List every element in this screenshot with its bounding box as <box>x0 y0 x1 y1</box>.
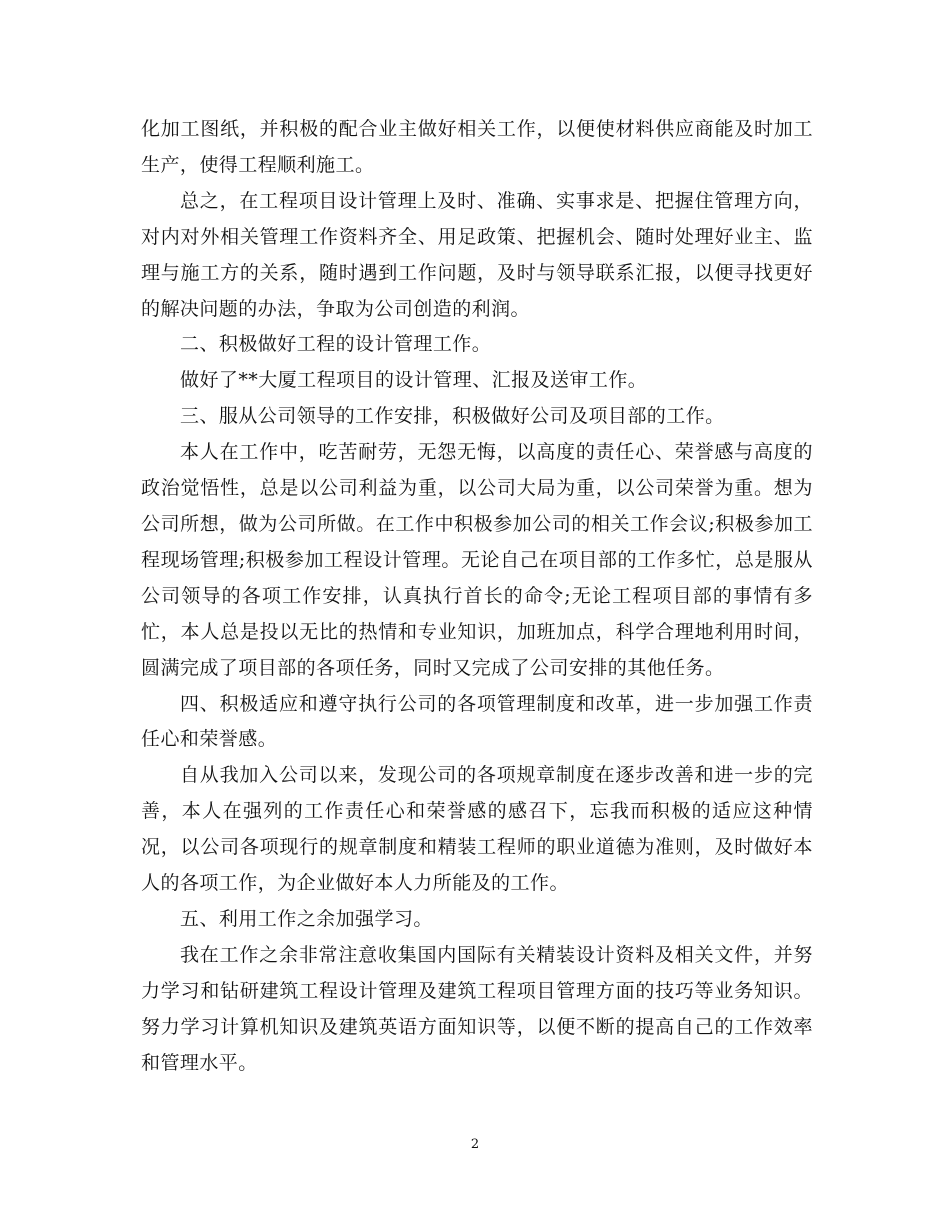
section-heading-3: 三、服从公司领导的工作安排，积极做好公司及项目部的工作。 <box>180 405 725 428</box>
paragraph-6: 我在工作之余非常注意收集国内国际有关精装设计资料及相关文件，并努力学习和钻研建筑工程设计管理及建筑工程项目管理方面的技巧等业务知识。努力学习计算机知识及建筑英语方面知识等，以便不断的提高自己的工作效率和管理水平。 <box>141 943 813 1074</box>
paragraph-4: 本人在工作中，吃苦耐劳，无怨无悔，以高度的责任心、荣誉感与高度的政治觉悟性，总是以公司利益为重，以公司大局为重，以公司荣誉为重。想为公司所想，做为公司所做。在工作中积极参加公司的相关工作会议;积极参加工程现场管理;积极参加工程设计管理。无论自己在项目部的工作多忙，总是服从公司领导的各项工作安排，认真执行首长的命令;无论工程项目部的事情有多忙，本人总是投以无比的热情和专业知识，加班加点，科学合理地利用时间，圆满完成了项目部的各项任务，同时又完成了公司安排的其他任务。 <box>141 441 813 679</box>
page-number: 2 <box>470 1137 480 1152</box>
section-heading-4: 四、积极适应和遵守执行公司的各项管理制度和改革，进一步加强工作责任心和荣誉感。 <box>141 692 813 751</box>
paragraph-3: 做好了**大厦工程项目的设计管理、汇报及送审工作。 <box>180 369 648 392</box>
section-heading-5: 五、利用工作之余加强学习。 <box>180 907 433 930</box>
section-heading-2: 二、积极做好工程的设计管理工作。 <box>180 333 492 356</box>
paragraph-2: 总之，在工程项目设计管理上及时、准确、实事求是、把握住管理方向，对内对外相关管理工作资料齐全、用足政策、把握机会、随时处理好业主、监理与施工方的关系，随时遇到工作问题，及时与领导联系汇报，以便寻找更好的解决问题的办法，争取为公司创造的利润。 <box>141 189 813 320</box>
paragraph-1: 化加工图纸，并积极的配合业主做好相关工作，以便使材料供应商能及时加工生产，使得工程顺利施工。 <box>141 118 813 176</box>
document-body <box>141 112 813 1081</box>
paragraph-5: 自从我加入公司以来，发现公司的各项规章制度在逐步改善和进一步的完善，本人在强列的工作责任心和荣誉感的感召下，忘我而积极的适应这种情况，以公司各项现行的规章制度和精装工程师的职业道德为准则，及时做好本人的各项工作，为企业做好本人力所能及的工作。 <box>141 764 813 895</box>
